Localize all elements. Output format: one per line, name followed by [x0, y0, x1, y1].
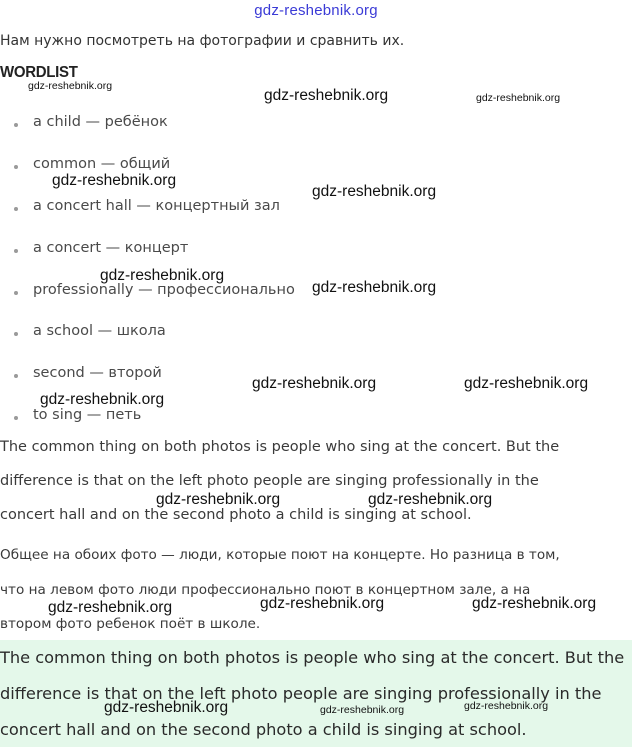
watermark: gdz-reshebnik.org — [320, 704, 405, 716]
watermark: gdz-reshebnik.org — [264, 87, 389, 104]
wordlist-item: second — второй — [14, 365, 162, 381]
watermark: gdz-reshebnik.org — [100, 267, 225, 284]
watermark: gdz-reshebnik.org — [312, 279, 437, 296]
watermark: gdz-reshebnik.org — [252, 375, 377, 392]
watermark: gdz-reshebnik.org — [48, 599, 173, 616]
watermark: gdz-reshebnik.org — [52, 172, 177, 189]
wordlist-item: a school — школа — [14, 323, 166, 339]
watermark: gdz-reshebnik.org — [28, 80, 113, 92]
answer-english-line: difference is that on the left photo people are singing professionally in the — [0, 473, 539, 489]
answer-english-line: The common thing on both photos is people who sing at the concert. But the — [0, 439, 560, 455]
wordlist-heading: WORDLIST — [0, 63, 78, 82]
intro-text: Нам нужно посмотреть на фотографии и сравнить их. — [0, 33, 405, 49]
answer-russian-line: Общее на обоих фото — люди, которые поют на концерте. Но разница в том, — [0, 547, 560, 563]
highlighted-answer-line: difference is that on the left photo people are singing professionally in the — [0, 684, 602, 703]
highlighted-answer — [0, 640, 632, 747]
watermark: gdz-reshebnik.org — [472, 595, 597, 612]
watermark: gdz-reshebnik.org — [156, 491, 281, 508]
watermark: gdz-reshebnik.org — [464, 375, 589, 392]
wordlist-item: a concert hall — концертный зал — [14, 198, 280, 214]
watermark: gdz-reshebnik.org — [476, 92, 561, 104]
wordlist-item: professionally — профессионально — [14, 282, 295, 298]
answer-russian-line: что на левом фото люди профессионально поют в концертном зале, а на — [0, 582, 531, 598]
wordlist-item: common — общий — [14, 156, 170, 172]
highlighted-answer-line: concert hall and on the second photo a child is singing at school. — [0, 720, 527, 739]
answer-russian-line: втором фото ребенок поёт в школе. — [0, 616, 261, 632]
watermark: gdz-reshebnik.org — [464, 700, 549, 712]
watermark: gdz-reshebnik.org — [312, 183, 437, 200]
wordlist-item: a concert — концерт — [14, 240, 188, 256]
wordlist-item: to sing — петь — [14, 407, 141, 423]
wordlist-item: a child — ребёнок — [14, 114, 168, 130]
watermark: gdz-reshebnik.org — [104, 699, 229, 716]
answer-english-line: concert hall and on the second photo a child is singing at school. — [0, 507, 472, 523]
highlighted-answer-line: The common thing on both photos is people who sing at the concert. But the — [0, 648, 625, 667]
watermark: gdz-reshebnik.org — [368, 491, 493, 508]
watermark: gdz-reshebnik.org — [260, 595, 385, 612]
watermark: gdz-reshebnik.org — [40, 391, 165, 408]
site-watermark-header: gdz-reshebnik.org — [254, 2, 378, 19]
